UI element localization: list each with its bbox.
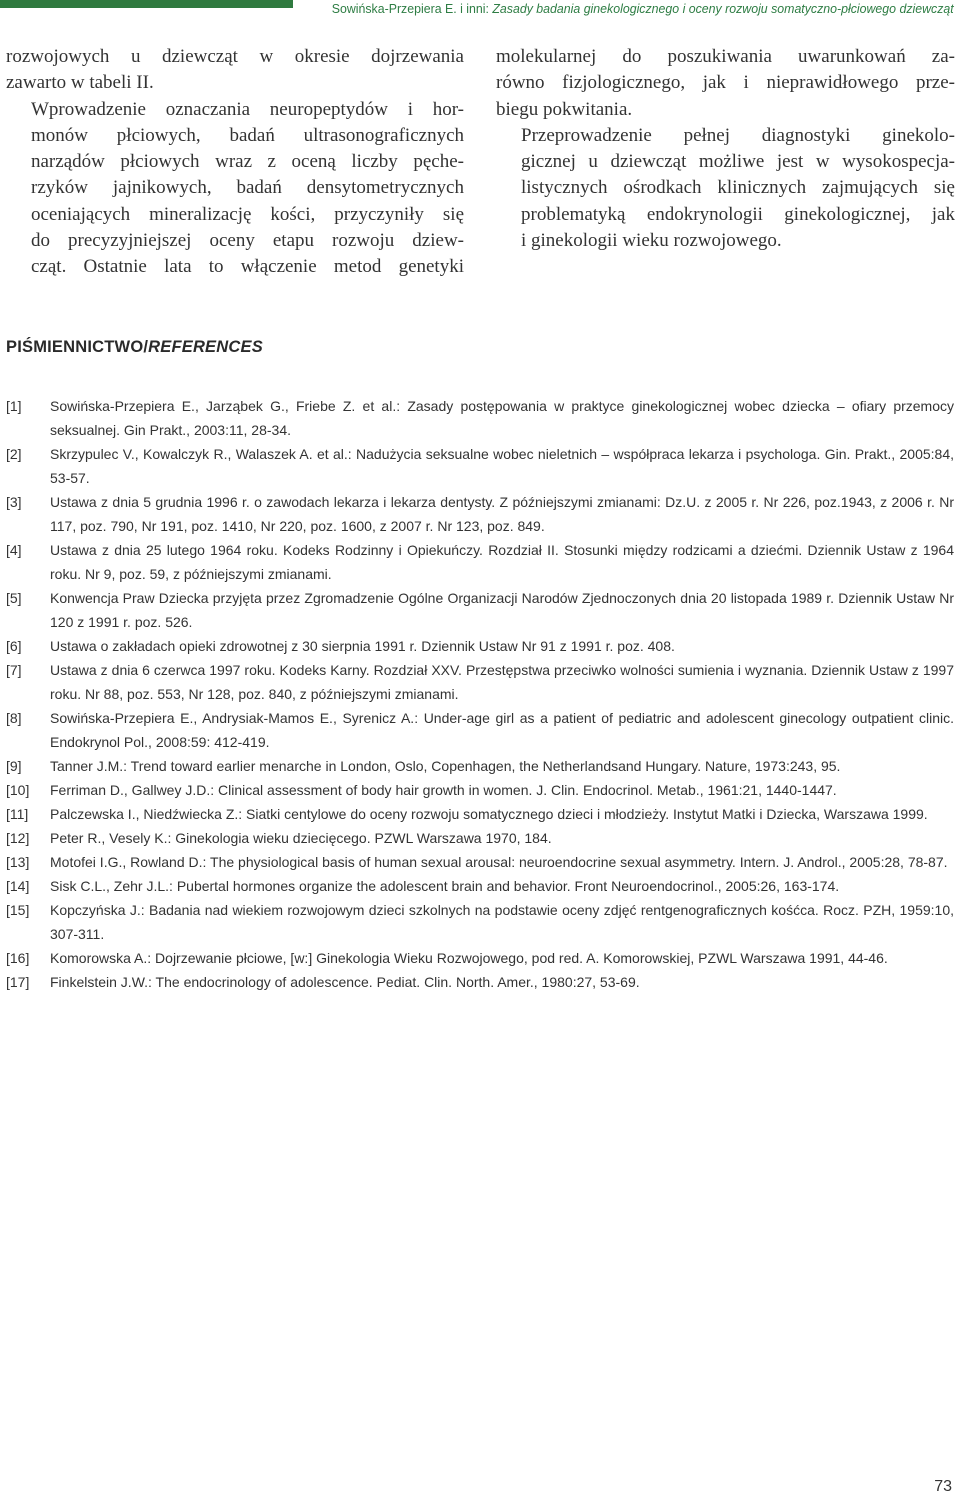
running-header bbox=[332, 1, 954, 16]
references-list bbox=[6, 394, 954, 994]
reference-text: Tanner J.M.: Trend toward earlier menarche in London, Oslo, Copenhagen, the Netherlandsand Hungary. Nature, 1973:243, 95. bbox=[50, 758, 841, 774]
reference-number: [8] bbox=[6, 710, 22, 726]
text-line: rozwojowych u dziewcząt w okresie dojrzewania bbox=[6, 46, 464, 67]
reference-text: Motofei I.G., Rowland D.: The physiological basis of human sexual arousal: neuroendocrine sexual asymmetry. Intern. J. Androl., 2005:28, 78-87. bbox=[50, 854, 948, 870]
text-line: problematyką endokrynologii ginekologicznej, jak bbox=[521, 203, 955, 225]
text-line: i ginekologii wieku rozwojowego. bbox=[521, 230, 782, 252]
reference-text: Komorowska A.: Dojrzewanie płciowe, [w:] Ginekologia Wieku Rozwojowego, pod red. A. Komorowskiej, PZWL Warszawa 1991, 44-46. bbox=[50, 950, 888, 966]
text-line: oceniających mineralizację kości, przyczyniły się bbox=[31, 203, 464, 225]
references-heading bbox=[6, 338, 263, 357]
text-line: biegu pokwitania. bbox=[496, 98, 633, 120]
reference-text: Sowińska-Przepiera E., Jarząbek G., Friebe Z. et al.: Zasady postępowania w praktyce ginekologicznej wobec dziecka – ofiary przemocy seksualnej. Gin Prakt., 2003:11, 28-34. bbox=[50, 398, 954, 438]
text-line: molekularnej do poszukiwania uwarunkowań za- bbox=[496, 46, 955, 67]
reference-number: [3] bbox=[6, 494, 22, 510]
reference-item bbox=[6, 826, 954, 850]
reference-number: [17] bbox=[6, 974, 30, 990]
reference-text: Sisk C.L., Zehr J.L.: Pubertal hormones organize the adolescent brain and behavior. Front Neuroendocrinol., 2005:26, 163-174. bbox=[50, 878, 840, 894]
paragraph-intro-end bbox=[6, 44, 464, 97]
reference-item bbox=[6, 586, 954, 634]
reference-item bbox=[6, 802, 954, 826]
reference-item bbox=[6, 490, 954, 538]
text-line: do precyzyjniejszej oceny etapu rozwoju dziew- bbox=[31, 230, 464, 252]
text-line: listycznych ośrodkach klinicznych zajmujących się bbox=[521, 177, 955, 199]
reference-number: [1] bbox=[6, 398, 22, 414]
header-authors: Sowińska-Przepiera E. i inni: bbox=[332, 1, 490, 16]
reference-number: [6] bbox=[6, 638, 22, 654]
reference-text: Kopczyńska J.: Badania nad wiekiem rozwojowym dzieci szkolnych na podstawie oceny zdjęć rentgenograficznych kośćca. Rocz. PZH, 1959:10, 307-311. bbox=[50, 902, 954, 942]
text-line: zawarto w tabeli II. bbox=[6, 72, 154, 94]
reference-number: [4] bbox=[6, 542, 22, 558]
text-line: równo fizjologicznego, jak i nieprawidłowego prze- bbox=[496, 72, 955, 94]
text-line: gicznej u dziewcząt możliwe jest w wysokospecja- bbox=[521, 151, 955, 173]
reference-number: [7] bbox=[6, 662, 22, 678]
reference-number: [10] bbox=[6, 782, 30, 798]
reference-text: Peter R., Vesely K.: Ginekologia wieku dziecięcego. PZWL Warszawa 1970, 184. bbox=[50, 830, 552, 846]
paragraph-diagnostics bbox=[496, 123, 955, 254]
reference-item bbox=[6, 850, 954, 874]
reference-item bbox=[6, 754, 954, 778]
reference-text: Ferriman D., Gallwey J.D.: Clinical assessment of body hair growth in women. J. Clin. Endocrinol. Metab., 1961:21, 1440-1447. bbox=[50, 782, 837, 798]
reference-number: [16] bbox=[6, 950, 30, 966]
reference-item bbox=[6, 778, 954, 802]
paragraph-genetics bbox=[496, 44, 955, 123]
reference-number: [14] bbox=[6, 878, 30, 894]
right-text-column bbox=[496, 44, 955, 254]
reference-item bbox=[6, 538, 954, 586]
reference-text: Ustawa z dnia 25 lutego 1964 roku. Kodeks Rodzinny i Opiekuńczy. Rozdział II. Stosunki między rodzicami a dziećmi. Dziennik Ustaw z 1964 roku. Nr 9, poz. 59, z późniejszymi zmianami. bbox=[50, 542, 954, 582]
reference-text: Finkelstein J.W.: The endocrinology of adolescence. Pediat. Clin. North. Amer., 1980:27, 53-69. bbox=[50, 974, 640, 990]
reference-number: [5] bbox=[6, 590, 22, 606]
reference-text: Ustawa z dnia 6 czerwca 1997 roku. Kodeks Karny. Rozdział XXV. Przestępstwa przeciwko wolności sumienia i wyznania. Dziennik Ustaw z 1997 roku. Nr 88, poz. 553, Nr 128, poz. 840, z późniejszymi zmianami. bbox=[50, 662, 954, 702]
reference-text: Ustawa z dnia 5 grudnia 1996 r. o zawodach lekarza i lekarza dentysty. Z późniejszymi zmianami: Dz.U. z 2005 r. Nr 226, poz.1943, z 2006 r. Nr 117, poz. 790, Nr 191, poz. 1410, Nr 220, poz. 1600, z 2007 r. Nr 123, poz. 849. bbox=[50, 494, 954, 534]
reference-number: [15] bbox=[6, 902, 30, 918]
reference-text: Konwencja Praw Dziecka przyjęta przez Zgromadzenie Ogólne Organizacji Narodów Zjednoczonych dnia 20 listopada 1989 r. Dziennik Ustaw Nr 120 z 1991 r. poz. 526. bbox=[50, 590, 954, 630]
references-heading-main: PIŚMIENNICTWO/ bbox=[6, 338, 149, 356]
reference-item bbox=[6, 706, 954, 754]
reference-number: [9] bbox=[6, 758, 22, 774]
text-line: cząt. Ostatnie lata to włączenie metod genetyki bbox=[31, 256, 464, 278]
header-article-title: Zasady badania ginekologicznego i oceny rozwoju somatyczno-płciowego dziewcząt bbox=[492, 1, 954, 16]
left-text-column bbox=[6, 44, 464, 281]
text-line: Wprowadzenie oznaczania neuropeptydów i hor- bbox=[31, 98, 464, 120]
page-number: 73 bbox=[934, 1478, 952, 1495]
text-line: Przeprowadzenie pełnej diagnostyki ginekolo- bbox=[521, 124, 955, 146]
reference-text: Ustawa o zakładach opieki zdrowotnej z 30 sierpnia 1991 r. Dziennik Ustaw Nr 91 z 1991 r. poz. 408. bbox=[50, 638, 675, 654]
references-heading-italic: REFERENCES bbox=[148, 338, 263, 356]
reference-item bbox=[6, 394, 954, 442]
reference-text: Skrzypulec V., Kowalczyk R., Walaszek A. et al.: Nadużycia seksualne wobec nieletnich – współpraca lekarza i psychologa. Gin. Prakt., 2005:84, 53-57. bbox=[50, 446, 954, 486]
reference-number: [12] bbox=[6, 830, 30, 846]
reference-number: [13] bbox=[6, 854, 30, 870]
reference-text: Palczewska I., Niedźwiecka Z.: Siatki centylowe do oceny rozwoju somatycznego dzieci i młodzieży. Instytut Matki i Dziecka, Warszawa 1999. bbox=[50, 806, 928, 822]
text-line: monów płciowych, badań ultrasonograficznych bbox=[31, 124, 464, 146]
reference-item bbox=[6, 658, 954, 706]
text-line: rzyków jajnikowych, badań densytometrycznych bbox=[31, 177, 464, 199]
reference-item bbox=[6, 946, 954, 970]
paragraph-methods bbox=[6, 97, 464, 281]
reference-number: [11] bbox=[6, 806, 29, 822]
reference-number: [2] bbox=[6, 446, 22, 462]
reference-item bbox=[6, 874, 954, 898]
reference-item bbox=[6, 442, 954, 490]
reference-item bbox=[6, 634, 954, 658]
reference-item bbox=[6, 970, 954, 994]
reference-text: Sowińska-Przepiera E., Andrysiak-Mamos E., Syrenicz A.: Under-age girl as a patient of pediatric and adolescent ginecology outpatient clinic. Endokrynol Pol., 2008:59: 412-419. bbox=[50, 710, 954, 750]
text-line: narządów płciowych wraz z oceną liczby pęche- bbox=[31, 151, 464, 173]
header-accent-bar bbox=[0, 0, 293, 8]
reference-item bbox=[6, 898, 954, 946]
